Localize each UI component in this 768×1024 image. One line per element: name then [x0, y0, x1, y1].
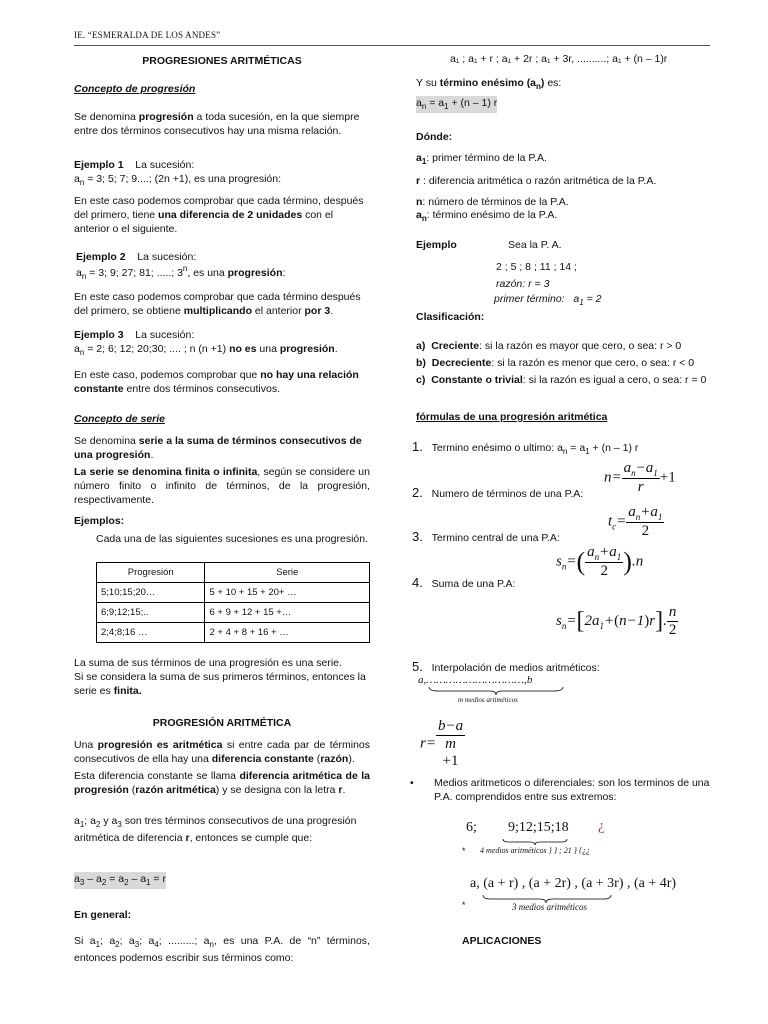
si-e: ; .........; a	[158, 935, 210, 947]
y-su: Y su	[416, 77, 440, 89]
formula-3-expr: $t_c=$ $\frac{a_n+a_1}{2}$	[608, 504, 663, 539]
bullet-text: Medios aritmeticos o diferenciales: son los terminos de una P.A. comprendidos entre sus extremos:	[434, 777, 710, 804]
ej2-prog: progresión	[227, 267, 283, 280]
table-cell: 2 + 4 + 8 + 16 + …	[205, 623, 370, 643]
formula-4	[412, 574, 515, 592]
diff-equation: $a_3 - a_2 = a_2 - a_1 = r$	[74, 873, 166, 887]
es: es:	[547, 77, 562, 89]
pa-a: Una	[74, 739, 98, 751]
f1-eq: = a	[567, 442, 586, 454]
table-header: Progresión	[97, 563, 205, 583]
finita-infinita	[74, 465, 370, 508]
tres-b: son tres términos consecutivos de una progresión aritmética de diferencia	[74, 815, 357, 844]
si-c: ; a	[119, 935, 135, 947]
interp-a: a,	[418, 674, 427, 686]
medios-seq: 9;12;15;18	[508, 820, 569, 835]
ej1-label: Ejemplo 1	[74, 159, 124, 171]
pa-d: diferencia constante	[211, 753, 314, 766]
interp-underbrace	[428, 686, 564, 696]
medios-underbrace	[502, 838, 568, 846]
class-text: : si la razón es menor que cero, o sea: r < 0	[491, 356, 695, 369]
table-header: Serie	[205, 563, 370, 583]
formula-4-expr-b: $s_n=[2a_1+(n-1)r]$. $\frac{n}{2}$	[556, 604, 677, 638]
ej2-text-b: multiplicando	[183, 305, 252, 318]
interp-dots: …………………………	[426, 674, 525, 686]
razon: razón: r = 3	[496, 278, 550, 290]
def-a: Se denomina	[74, 111, 139, 123]
class-key: b)	[416, 356, 426, 369]
table-cell: 6;9;12;15;..	[97, 603, 205, 623]
ej2-label: Ejemplo 2	[76, 251, 126, 263]
a1-def: : primer término de la P.A.	[426, 152, 547, 164]
ej3-text-c: entre dos términos consecutivos.	[123, 383, 281, 396]
list-item	[416, 355, 716, 372]
table-row	[97, 603, 370, 623]
r-formula: r= b−a m +1	[420, 718, 464, 769]
table-cell: 6 + 9 + 12 + 15 +…	[205, 603, 370, 623]
finita-a: La serie se denomina finita o infinita	[74, 466, 258, 478]
tres-a: y a	[100, 815, 118, 827]
primer-termino-label: primer término:	[494, 293, 565, 305]
ejemplo-1-text	[74, 194, 370, 237]
classification-list	[416, 338, 716, 388]
class-name: Creciente	[431, 340, 480, 352]
si-b: ; a	[100, 935, 116, 947]
pa-c: si entre cada par de términos consecutivos de ella hay una	[74, 739, 370, 766]
ejemplos-heading: Ejemplos:	[74, 515, 125, 527]
f5-num: 5.	[412, 659, 423, 674]
ej3-text-b: no hay una relación constante	[74, 369, 359, 396]
progresion-definition	[74, 110, 370, 138]
def-c: a toda sucesión, en la que siempre entre dos términos consecutivos hay una misma relación.	[74, 111, 360, 138]
ej2-sequence: = 3; 9; 27; 81; .....; 3	[89, 267, 183, 280]
esta-c: (	[128, 784, 136, 797]
formulas-heading: fórmulas de una progresión aritmética	[416, 411, 608, 423]
formula-an: = a	[429, 97, 445, 109]
esta-diferencia: Esta diferencia constante se llama diferencia aritmética de la progresión (razón aritmética) y se designa con la letra r.	[74, 770, 370, 797]
formula-2	[412, 484, 583, 502]
bullet-icon: •	[410, 777, 414, 789]
formula-an-b: + (n – 1) r	[448, 97, 498, 109]
esta-d: razón aritmética	[135, 784, 216, 797]
ej2-text-a: En este caso podemos comprobar que cada término después del primero, se obtiene	[74, 291, 361, 318]
interp-b: ,b	[524, 674, 533, 686]
esta-b: diferencia aritmética de la progresión	[74, 770, 370, 797]
f2-text: Numero de términos de una P.A:	[431, 488, 584, 500]
suma-2: Si se considera la suma de sus primeros términos, entonces la serie es	[74, 671, 366, 698]
formula-2-expr: n= $\frac{a_n-a_1}{r}$ +1	[604, 460, 676, 495]
formula-1: 1. Termino enésimo o ultimo: $a_n = a_1 + (n - 1)$ r	[412, 439, 639, 456]
f1-num: 1.	[412, 439, 423, 454]
formula-3	[412, 528, 560, 546]
pa-f: razón	[320, 753, 349, 766]
medios-6: 6;	[466, 820, 477, 835]
pa-b: progresión es aritmética	[97, 739, 223, 751]
sea-la: Sea la P. A.	[508, 239, 562, 251]
concepto-progresion-heading: Concepto de progresión	[74, 83, 196, 95]
definitions-list: $a_1$: primer término de la P.A. r : diferencia aritmética o razón aritmética de la P.A. n: número de términos de la P.A. $a_n$: término enésimo de la P.A.	[416, 152, 657, 224]
serie-a: Se denomina	[74, 435, 139, 447]
eq-diff: = a	[109, 873, 125, 885]
f4-text: Suma de una P.A:	[431, 578, 516, 590]
tres-c: , entonces se cumple que:	[189, 831, 313, 844]
ej1-text-a: En este caso podemos comprobar que cada término, después del primero, tiene	[74, 195, 364, 222]
class-key: c)	[416, 373, 426, 386]
list-item	[416, 338, 716, 355]
ej3-label: Ejemplo 3	[74, 329, 124, 341]
esta-f: r	[338, 784, 343, 797]
ej2-intro: La sucesión:	[137, 251, 197, 263]
f3-text: Termino central de una P.A:	[431, 532, 560, 544]
pa-title: PROGRESIÓN ARITMÉTICA	[152, 717, 292, 729]
interpolation-expr	[418, 674, 532, 686]
f4-num: 4.	[412, 575, 423, 590]
ej1-text-c: con el anterior o el siguiente.	[74, 209, 334, 236]
ej3-text-a: En este caso, podemos comprobar que	[74, 369, 261, 381]
school-header: IE. “ESMERALDA DE LOS ANDES”	[74, 30, 221, 40]
si-terminos: Si $a_1$; $a_2$; $a_3$; $a_4$; .........; $a_n$, es una P.A. de “n” términos, entonces podemos escribir sus términos como:	[74, 935, 370, 964]
class-key: a)	[416, 340, 426, 352]
table-row	[97, 583, 370, 603]
ejemplo-heading: Ejemplo	[416, 239, 457, 251]
termino-enesimo: término enésimo (a	[439, 77, 537, 89]
r-def: : diferencia aritmética o razón aritmética de la P.A.	[420, 174, 657, 187]
f3-num: 3.	[412, 529, 423, 544]
interp-under-label: m medios aritméticos	[458, 696, 518, 704]
table-cell: 5 + 10 + 15 + 20+ …	[205, 583, 370, 603]
medios-2-under: 3 medios aritméticos	[512, 902, 587, 912]
def-b: progresión	[138, 111, 194, 123]
suma-1: La suma de sus términos de una progresión es una serie.	[74, 657, 342, 669]
pa-definition	[74, 738, 370, 766]
an-def: : término enésimo de la P.A.	[426, 209, 558, 222]
f5-text: Interpolación de medios aritméticos:	[431, 662, 600, 674]
medios-q: ¿	[598, 818, 605, 834]
ej2-text-c: el anterior	[251, 305, 305, 318]
primer-termino: primer término: $a_1 = 2$	[494, 293, 602, 307]
ej1-intro: La sucesión:	[135, 159, 195, 171]
aplicaciones-heading: APLICACIONES	[462, 935, 542, 947]
clasificacion-heading: Clasificación:	[416, 311, 485, 323]
table-cell: 2;4;8;16 …	[97, 623, 205, 643]
esta-a: Esta diferencia constante se llama	[74, 770, 240, 782]
si-a: Si a	[74, 935, 96, 947]
ej3-sequence: = 2; 6; 12; 20;30; .... ; n (n +1)	[87, 343, 230, 356]
ej3-prog: progresión	[279, 343, 335, 356]
termino-enesimo-intro: Y su término enésimo $(a_n)$ es:	[416, 77, 562, 91]
ejemplo-3-text	[74, 368, 370, 396]
ejemplo-1: Ejemplo 1 La sucesión: $a_n = 3$; 5; 7; 9....; (2n +1), es una progresión:	[74, 159, 282, 188]
pa-g: ).	[348, 753, 355, 766]
class-text: : si la razón es igual a cero, o sea: r = 0	[522, 373, 707, 386]
table-row	[97, 623, 370, 643]
ej1-text-b: una diferencia de 2 unidades	[158, 209, 303, 222]
class-text: : si la razón es mayor que cero, o sea: r > 0	[479, 340, 682, 352]
table-cell: 5;10;15;20…	[97, 583, 205, 603]
ej3-no: no es	[229, 343, 257, 356]
medios-2-star: *	[462, 900, 466, 910]
ejemplo-2-text: En este caso podemos comprobar que cada término después del primero, se obtiene multiplicando el anterior por 3.	[74, 291, 361, 318]
tres-r: r	[185, 831, 190, 844]
ejemplo-3: Ejemplo 3 La sucesión: $a_n = 2$; 6; 12; 20;30; .... ; n (n +1) no es una progresión.	[74, 329, 338, 358]
suma-finita: finita.	[113, 685, 142, 698]
left-column	[74, 54, 370, 68]
n-def: : número de términos de la P.A.	[422, 195, 569, 208]
f2-num: 2.	[412, 485, 423, 500]
an-formula: $a_n = a_1 + (n - 1)$ r	[416, 97, 498, 111]
suma-text	[74, 656, 370, 699]
terms-line: a₁ ; a₁ + r ; a₁ + 2r ; a₁ + 3r, ..........; a₁ + (n – 1)r	[450, 53, 668, 65]
formula-5	[412, 658, 600, 676]
ej3-intro: La sucesión:	[135, 329, 195, 341]
ej3-una: una	[256, 343, 280, 356]
list-item	[416, 372, 716, 389]
pa-e: (	[313, 753, 321, 766]
formula-4-expr-a: $s_n=$( $\frac{a_n+a_1}{2}$ ).n	[556, 544, 644, 579]
en-general-heading: En general:	[74, 909, 132, 921]
medios-2-expr: a, (a + r) , (a + 2r) , (a + 3r) , (a + 4r)	[470, 876, 677, 891]
main-title: PROGRESIONES ARITMÉTICAS	[142, 55, 302, 67]
finita-b: , según se considere un número finito o infinito de términos, de la progresión, respectivamente.	[74, 466, 370, 507]
ejemplo-sequence: 2 ; 5 ; 8 ; 11 ; 14 ;	[496, 261, 577, 273]
concepto-serie-heading: Concepto de serie	[74, 413, 166, 425]
f1-text: Termino enésimo o ultimo: a	[431, 442, 563, 454]
a1-eq: = 2	[586, 293, 602, 305]
ej2-seq-end: , es una	[187, 267, 228, 280]
serie-b: serie a la suma de términos consecutivos de una progresión	[74, 435, 362, 462]
class-name: Decreciente	[431, 356, 492, 369]
f1-end: + (n – 1) r	[589, 442, 639, 454]
donde-heading: Dónde:	[416, 131, 453, 143]
progression-table	[96, 562, 370, 643]
medios-under: 4 medios aritméticos } } ; 21 } {¿¿	[480, 846, 591, 855]
tres-terminos: $a_1$; $a_2$ y $a_3$ son tres términos consecutivos de una progresión aritmética de diferencia r, entonces se cumple que:	[74, 815, 357, 844]
bullet-medios	[410, 776, 712, 804]
esta-e: ) y se designa con la letra	[215, 784, 339, 797]
class-name: Constante o trivial	[431, 373, 523, 386]
si-f: , es una P.A. de “n” términos, entonces podemos escribir sus términos como:	[74, 935, 370, 964]
serie-definition: Se denomina serie a la suma de términos consecutivos de una progresión.	[74, 435, 362, 462]
ejemplo-2: Ejemplo 2 La sucesión: $a_n = 3$; 9; 27; 81; .....; 3$^n$, es una progresión:	[76, 251, 286, 282]
medios-star: *	[462, 846, 466, 856]
ej2-text-d: por 3	[304, 305, 331, 318]
ej1-sequence: = 3; 5; 7; 9....; (2n +1), es una progresión:	[87, 173, 282, 186]
si-d: ; a	[139, 935, 155, 947]
cada-una-text: Cada una de las siguientes sucesiones es una progresión.	[96, 533, 369, 545]
header-rule	[74, 45, 710, 46]
